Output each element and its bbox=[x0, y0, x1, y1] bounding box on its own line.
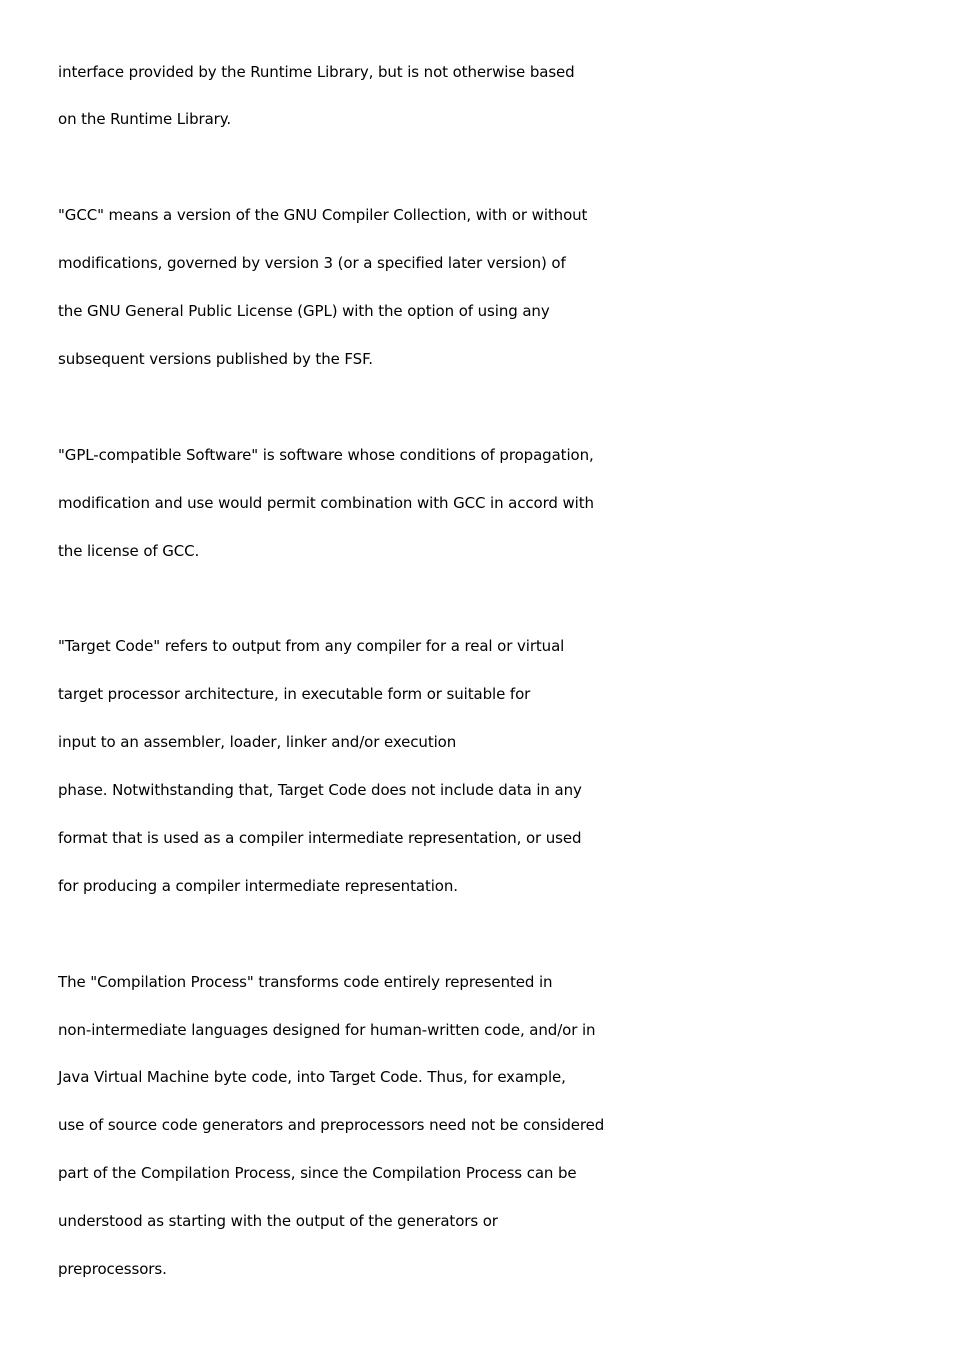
text-line: preprocessors. bbox=[58, 1260, 167, 1278]
text-line: understood as starting with the output of the generators or bbox=[58, 1212, 498, 1230]
text-line: the license of GCC. bbox=[58, 542, 200, 560]
text-line: The "Compilation Process" transforms code entirely represented in bbox=[58, 973, 553, 991]
text-line: subsequent versions published by the FSF. bbox=[58, 350, 373, 368]
text-line: non-intermediate languages designed for human-written code, and/or in bbox=[58, 1021, 596, 1039]
text-line: format that is used as a compiler intermediate representation, or used bbox=[58, 829, 582, 847]
text-line: for producing a compiler intermediate representation. bbox=[58, 877, 458, 895]
text-line: "GCC" means a version of the GNU Compiler Collection, with or without bbox=[58, 206, 588, 224]
text-line: modification and use would permit combination with GCC in accord with bbox=[58, 494, 594, 512]
text-line: "Target Code" refers to output from any compiler for a real or virtual bbox=[58, 637, 565, 655]
text-line: interface provided by the Runtime Library, but is not otherwise based bbox=[58, 63, 575, 81]
text-line: modifications, governed by version 3 (or a specified later version) of bbox=[58, 254, 566, 272]
text-line: "GPL-compatible Software" is software whose conditions of propagation, bbox=[58, 446, 594, 464]
text-line: on the Runtime Library. bbox=[58, 110, 232, 128]
text-line: target processor architecture, in executable form or suitable for bbox=[58, 685, 531, 703]
text-line: input to an assembler, loader, linker and/or execution bbox=[58, 733, 457, 751]
text-line: use of source code generators and preprocessors need not be considered bbox=[58, 1116, 605, 1134]
text-line: part of the Compilation Process, since the Compilation Process can be bbox=[58, 1164, 577, 1182]
text-line: phase. Notwithstanding that, Target Code does not include data in any bbox=[58, 781, 582, 799]
text-line: the GNU General Public License (GPL) with the option of using any bbox=[58, 302, 550, 320]
text-line: Java Virtual Machine byte code, into Target Code. Thus, for example, bbox=[58, 1068, 566, 1086]
